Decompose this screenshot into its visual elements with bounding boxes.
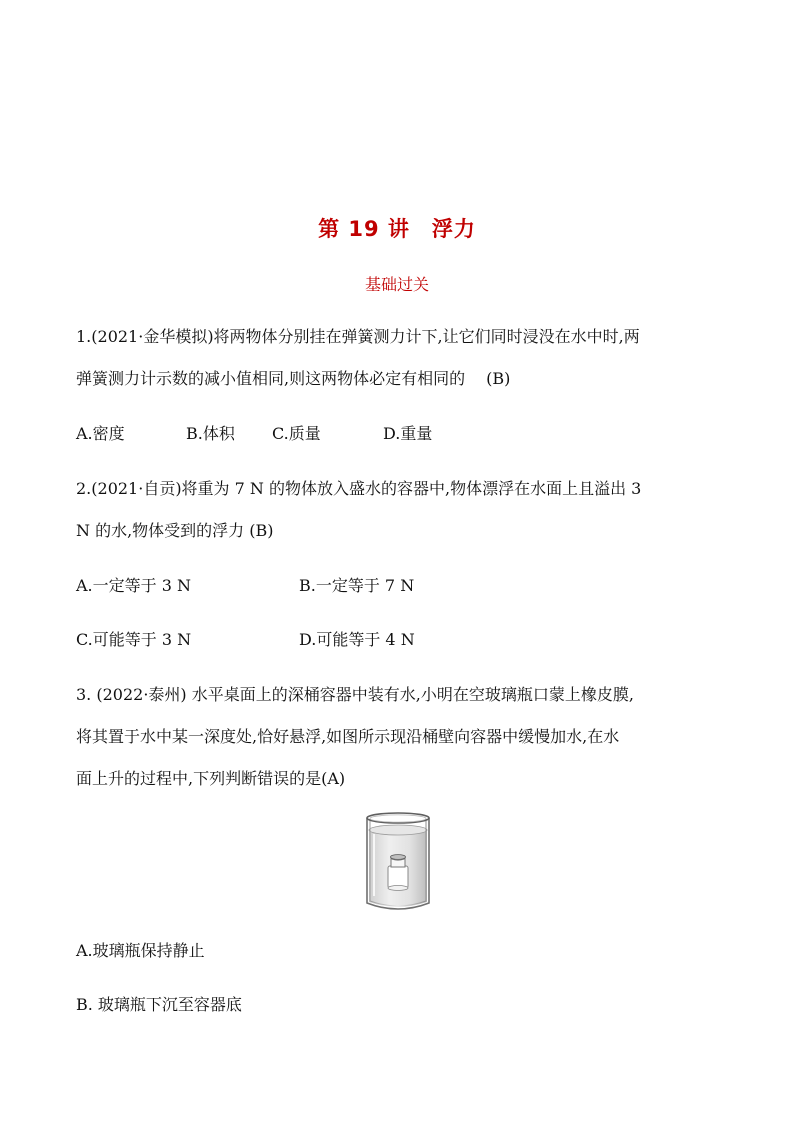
section-heading: 基础过关 bbox=[364, 275, 429, 294]
question-1-option-a: A.密度 bbox=[76, 424, 125, 443]
question-3-option-a: A.玻璃瓶保持静止 bbox=[76, 941, 205, 960]
question-3-line-3: 面上升的过程中,下列判断错误的是(A) bbox=[76, 769, 346, 788]
question-3-line-1: 3. (2022·泰州) 水平桌面上的深桶容器中装有水,小明在空玻璃瓶口蒙上橡皮膜, bbox=[76, 685, 634, 704]
question-2-option-b: B.一定等于 7 N bbox=[299, 576, 415, 595]
question-1-option-c: C.质量 bbox=[272, 424, 321, 443]
question-3-line-2: 将其置于水中某一深度处,恰好悬浮,如图所示现沿桶壁向容器中缓慢加水,在水 bbox=[76, 727, 620, 746]
question-2-option-d: D.可能等于 4 N bbox=[299, 630, 415, 649]
question-3-option-b: B. 玻璃瓶下沉至容器底 bbox=[76, 995, 242, 1014]
lesson-title: 第 19 讲 浮力 bbox=[318, 217, 476, 241]
question-2-line-2: N 的水,物体受到的浮力 (B) bbox=[76, 521, 274, 540]
question-2-option-a: A.一定等于 3 N bbox=[76, 576, 191, 595]
question-1-line-2: 弹簧测力计示数的减小值相同,则这两物体必定有相同的 (B) bbox=[76, 369, 511, 388]
question-1-line-1: 1.(2021·金华模拟)将两物体分别挂在弹簧测力计下,让它们同时浸没在水中时,两 bbox=[76, 327, 640, 346]
question-1-option-b: B.体积 bbox=[186, 424, 235, 443]
question-1-option-d: D.重量 bbox=[383, 424, 433, 443]
question-2-option-c: C.可能等于 3 N bbox=[76, 630, 192, 649]
question-2-line-1: 2.(2021·自贡)将重为 7 N 的物体放入盛水的容器中,物体漂浮在水面上且溢出 3 bbox=[76, 479, 642, 498]
container-bottle-figure bbox=[365, 812, 431, 912]
